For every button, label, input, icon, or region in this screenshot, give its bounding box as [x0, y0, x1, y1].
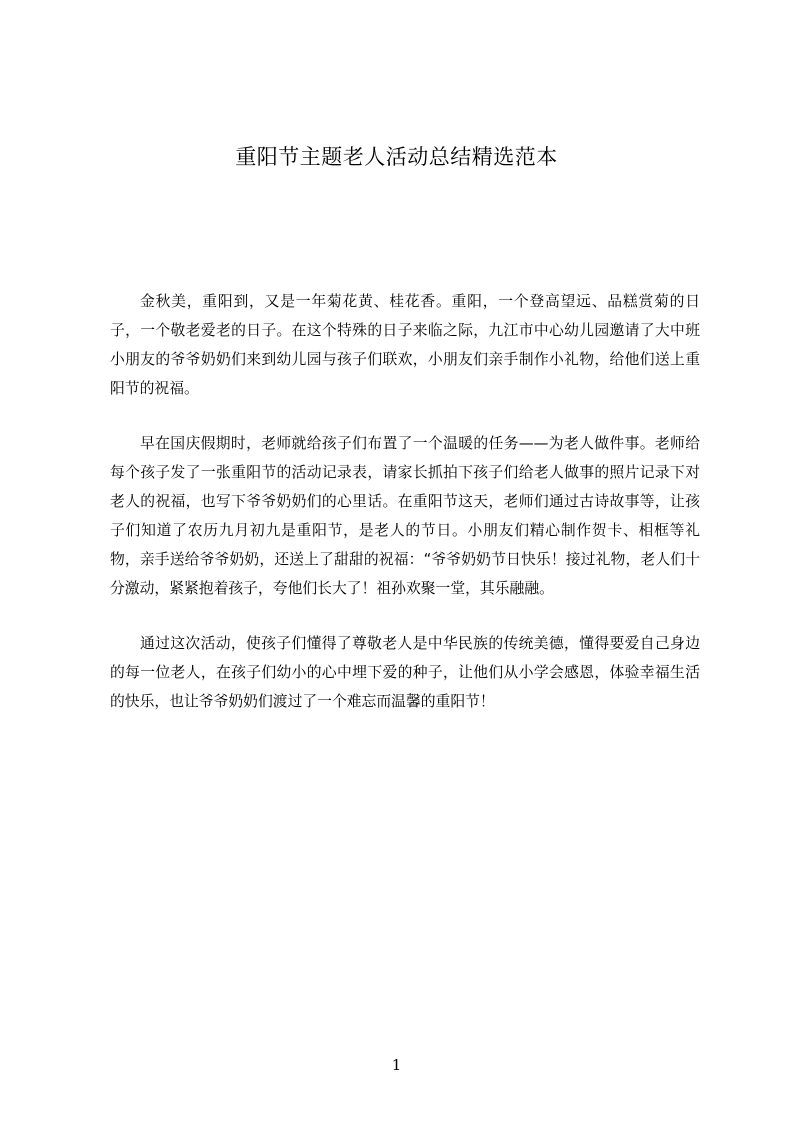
page-number: 1 [391, 1056, 402, 1074]
paragraph-2: 早在国庆假期时，老师就给孩子们布置了一个温暖的任务——为老人做件事。老师给每个孩子发了一张重阳节的活动记录表，请家长抓拍下孩子们给老人做事的照片记录下对老人的祝福，也写下爷爷奶奶们的心里话。在重阳节这天，老师们通过古诗故事等，让孩子们知道了农历九月初九是重阳节，是老人的节日。小朋友们精心制作贺卡、相框等礼物，亲手送给爷爷奶奶，还送上了甜甜的祝福：“爷爷奶奶节日快乐！接过礼物，老人们十分激动，紧紧抱着孩子，夸他们长大了！祖孙欢聚一堂，其乐融融。 [110, 435, 700, 597]
paragraph-1: 金秋美，重阳到，又是一年菊花黄、桂花香。重阳，一个登高望远、品糕赏菊的日子，一个敬老爱老的日子。在这个特殊的日子来临之际，九江市中心幼儿园邀请了大中班小朋友的爷爷奶奶们来到幼儿园与孩子们联欢，小朋友们亲手制作小礼物，给他们送上重阳节的祝福。 [110, 293, 700, 397]
page-title: 重阳节主题老人活动总结精选范本 [235, 145, 558, 169]
paragraph-3: 通过这次活动，使孩子们懂得了尊敬老人是中华民族的传统美德，懂得要爱自己身边的每一位老人，在孩子们幼小的心中埋下爱的种子，让他们从小学会感恩，体验幸福生活的快乐，也让爷爷奶奶们渡过了一个难忘而温馨的重阳节！ [110, 635, 700, 710]
document-body [110, 287, 700, 742]
